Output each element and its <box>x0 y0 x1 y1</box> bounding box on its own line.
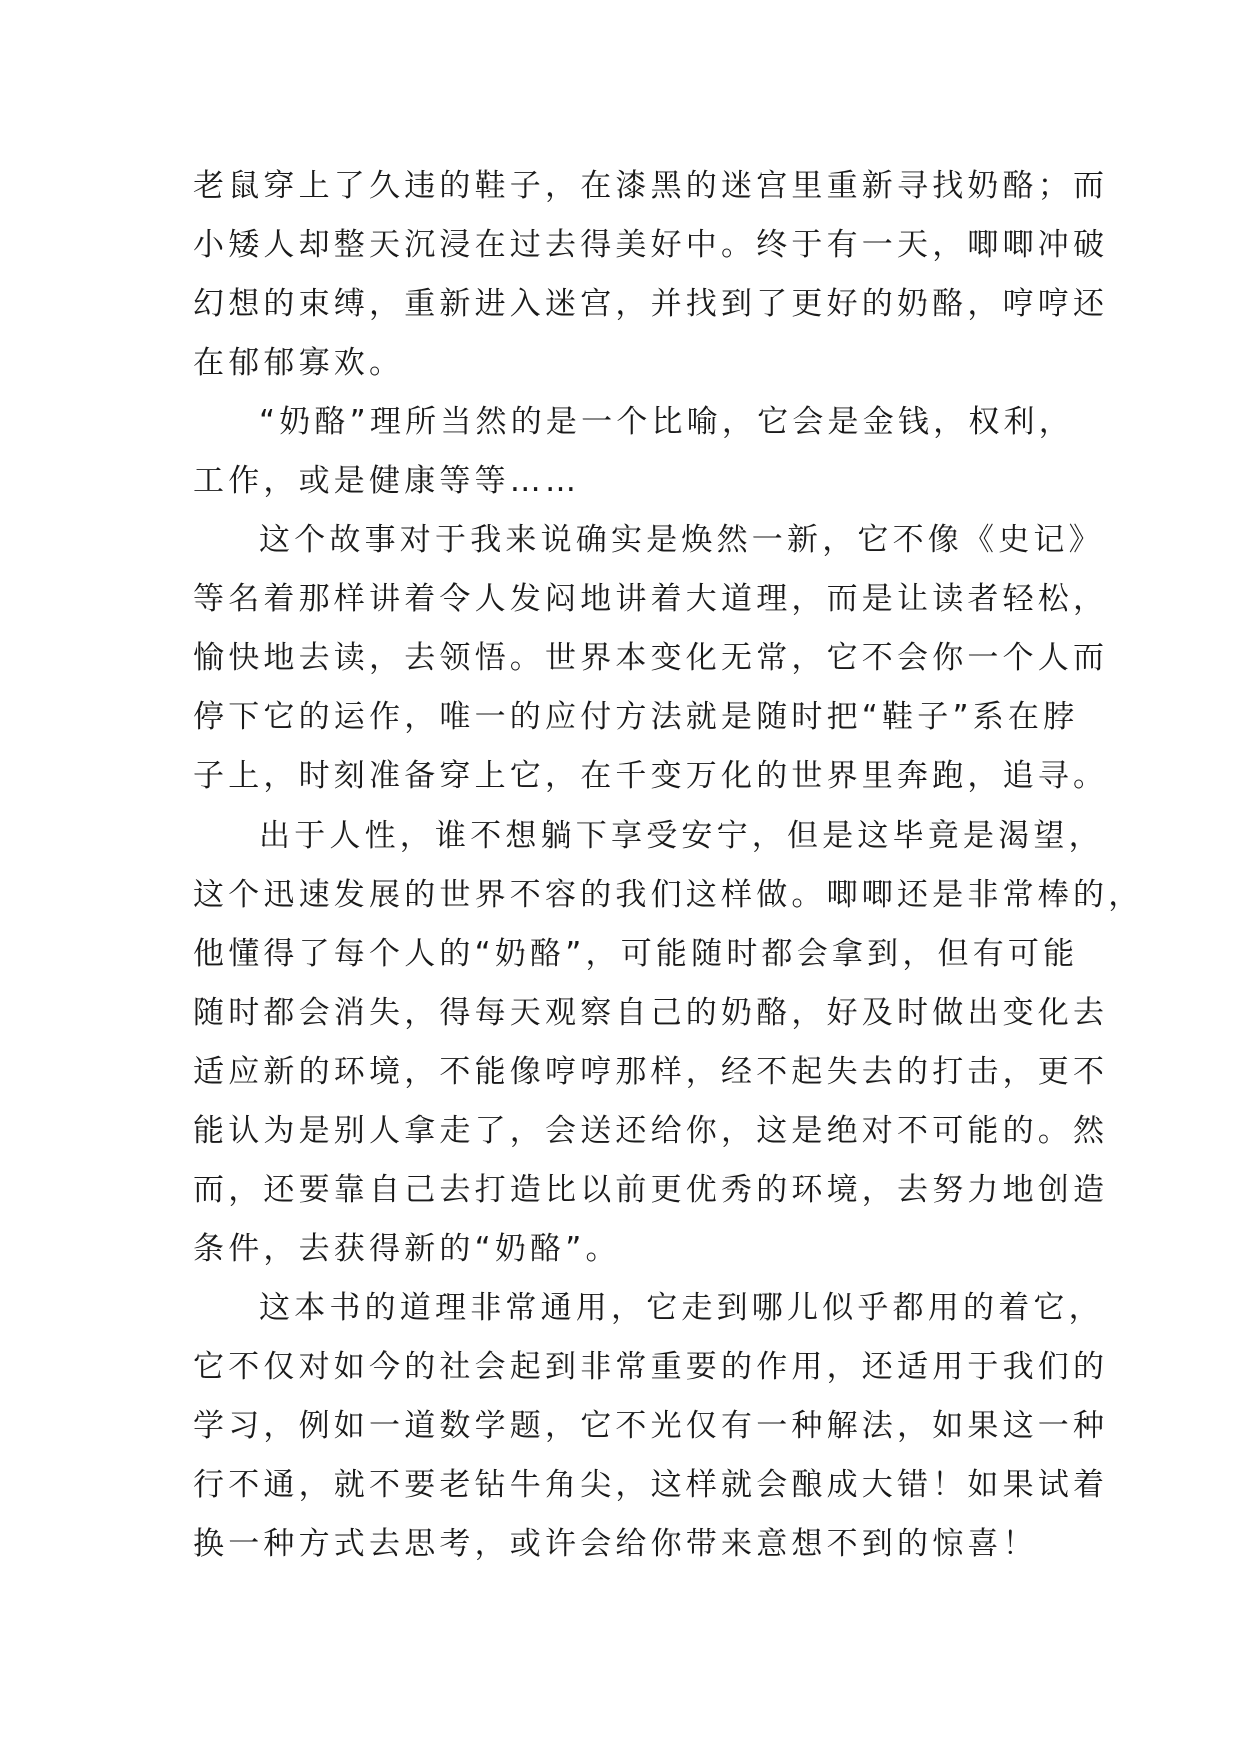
text-line: 换一种方式去思考，或许会给你带来意想不到的惊喜！ <box>193 1526 1038 1563</box>
paragraph-2 <box>193 393 1073 511</box>
text-line: 停下它的运作，唯一的应付方法就是随时把“鞋子”系在脖 <box>193 699 1079 736</box>
text-line: “奶酪”理所当然的是一个比喻，它会是金钱，权利， <box>259 404 1074 441</box>
text-line: 这个故事对于我来说确实是焕然一新，它不像《史记》 <box>259 522 1104 559</box>
text-line: 条件，去获得新的“奶酪”。 <box>193 1230 621 1267</box>
text-line: 工作，或是健康等等…… <box>193 463 581 500</box>
text-line: 适应新的环境，不能像哼哼那样，经不起失去的打击，更不 <box>193 1053 1109 1090</box>
text-line: 它不仅对如今的社会起到非常重要的作用，还适用于我们的 <box>193 1348 1109 1385</box>
text-line: 子上，时刻准备穿上它，在千变万化的世界里奔跑，追寻。 <box>193 758 1109 795</box>
text-line: 幻想的束缚，重新进入迷宫，并找到了更好的奶酪，哼哼还 <box>193 286 1109 323</box>
text-line: 这本书的道理非常通用，它走到哪儿似乎都用的着它， <box>259 1289 1104 1326</box>
paragraph-3 <box>193 511 1109 806</box>
text-line: 老鼠穿上了久违的鞋子，在漆黑的迷宫里重新寻找奶酪；而 <box>193 168 1109 204</box>
text-line: 他懂得了每个人的“奶酪”，可能随时都会拿到，但有可能 <box>193 935 1079 972</box>
text-line: 这个迅速发展的世界不容的我们这样做。唧唧还是非常棒的， <box>193 876 1144 913</box>
paragraph-1 <box>193 157 1109 393</box>
text-line: 随时都会消失，得每天观察自己的奶酪，好及时做出变化去 <box>193 994 1109 1031</box>
text-line: 在郁郁寡欢。 <box>193 345 405 382</box>
body-text <box>193 157 1144 1574</box>
text-line: 学习，例如一道数学题，它不光仅有一种解法，如果这一种 <box>193 1407 1109 1444</box>
text-line: 能认为是别人拿走了，会送还给你，这是绝对不可能的。然 <box>193 1112 1109 1149</box>
text-line: 小矮人却整天沉浸在过去得美好中。终于有一天，唧唧冲破 <box>193 227 1109 264</box>
text-line: 而，还要靠自己去打造比以前更优秀的环境，去努力地创造 <box>193 1171 1109 1208</box>
text-line: 出于人性，谁不想躺下享受安宁，但是这毕竟是渴望， <box>259 817 1104 854</box>
text-line: 行不通，就不要老钻牛角尖，这样就会酿成大错！如果试着 <box>193 1467 1109 1504</box>
text-line: 愉快地去读，去领悟。世界本变化无常，它不会你一个人而 <box>193 640 1109 677</box>
paragraph-5 <box>193 1279 1109 1574</box>
paragraph-4 <box>193 807 1144 1279</box>
text-line: 等名着那样讲着令人发闷地讲着大道理，而是让读者轻松， <box>193 581 1109 618</box>
